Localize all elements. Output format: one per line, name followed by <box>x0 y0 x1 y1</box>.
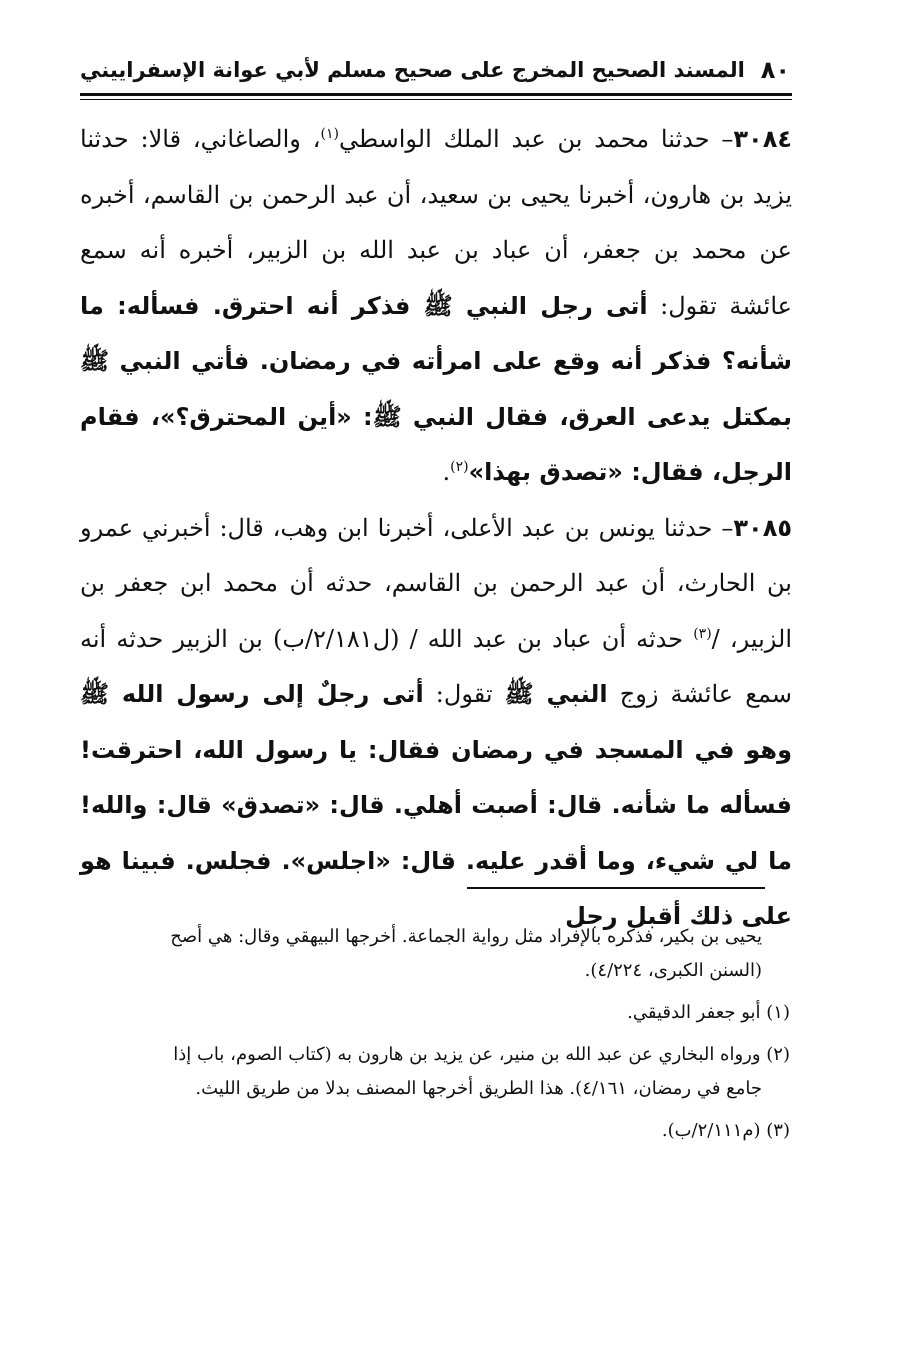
hadith-text: ، والصاغاني، قالا: حدثنا يزيد بن هارون، أخبرنا يحيى بن سعيد، أن عبد الرحمن بن القاسم، أخبره عن محمد بن جعفر، أن عباد بن عبد الله بن الزبير، أخبره أنه سمع عائشة تقول: <box>80 125 792 320</box>
hadith-matn-bold: النبي ﷺ <box>504 680 608 708</box>
hadith-text: حدثه أن عباد بن عبد الله / (ل٢/١٨١/ب) بن الزبير حدثه أنه سمع عائشة زوج <box>80 624 793 708</box>
footnote-continuation <box>110 920 790 988</box>
footnote-separator <box>467 887 765 889</box>
page-number: ٨٠ <box>760 56 790 84</box>
hadith-matn-bold: أتى رجلٌ إلى رسول الله ﷺ وهو في المسجد في رمضان فقال: يا رسول الله، احترقت! فسأله ما شأنه. قال: أصبت أهلي. قال: «تصدق» قال: والله! ما لي شيء، وما أقدر عليه. قال: «اجلس». فجلس. فبينا هو على ذلك أقبل رجل <box>80 680 792 930</box>
footnote-line: يحيى بن بكير، فذكره بالإفراد مثل رواية الجماعة. أخرجها البيهقي وقال: هي أصح <box>170 926 762 947</box>
footnote-marker: (٣) <box>693 625 712 642</box>
footnote-line: (السنن الكبرى، ٤/٢٢٤). <box>584 960 762 981</box>
hadith-text: تقول: <box>423 680 505 708</box>
running-title: المسند الصحيح المخرج على صحيح مسلم لأبي عوانة الإسفراييني <box>80 58 745 82</box>
footnote-1: (١) أبو جعفر الدقيقي. <box>627 1002 790 1023</box>
hadith-text: حدثنا محمد بن عبد الملك الواسطي <box>338 125 722 153</box>
header-rule-thick <box>80 93 792 96</box>
page-header <box>80 52 790 94</box>
hadith-text: حدثنا يونس بن عبد الأعلى، أخبرنا ابن وهب، قال: أخبرني عمرو بن الحارث، أن عبد الرحمن بن القاسم، حدثه أن محمد ابن جعفر بن الزبير، / <box>80 513 793 653</box>
hadith-dash: – <box>721 513 734 542</box>
hadith-text-end: . <box>442 458 451 486</box>
hadith-paragraph <box>80 112 792 501</box>
hadith-number: ٣٠٨٤ <box>733 125 792 153</box>
hadith-number: ٣٠٨٥ <box>733 513 792 542</box>
hadith-matn-bold: أتى رجل النبي ﷺ فذكر أنه احترق. فسأله: ما شأنه؟ فذكر أنه وقع على امرأته في رمضان. فأتي النبي ﷺ بمكتل يدعى العرق، فقال النبي ﷺ: «أين المحترق؟»، فقام الرجل، فقال: «تصدق بهذا» <box>80 291 792 486</box>
footnote-marker: (٢) <box>450 459 469 475</box>
hadith-dash: – <box>721 125 734 153</box>
footnote-marker: (١) <box>320 126 339 142</box>
footnote-line: جامع في رمضان، ٤/١٦١). هذا الطريق أخرجها المصنف بدلا من طريق الليث. <box>195 1078 762 1099</box>
footnote-2 <box>110 1038 790 1106</box>
main-text <box>80 112 792 945</box>
header-rule-thin <box>80 99 792 100</box>
footnotes <box>110 920 790 1156</box>
hadith-paragraph <box>80 501 792 945</box>
footnote-line: (٢) ورواه البخاري عن عبد الله بن منير، عن يزيد بن هارون به (كتاب الصوم، باب إذا <box>173 1044 790 1065</box>
footnote-3: (٣) (م٢/١١١/ب). <box>661 1120 790 1141</box>
